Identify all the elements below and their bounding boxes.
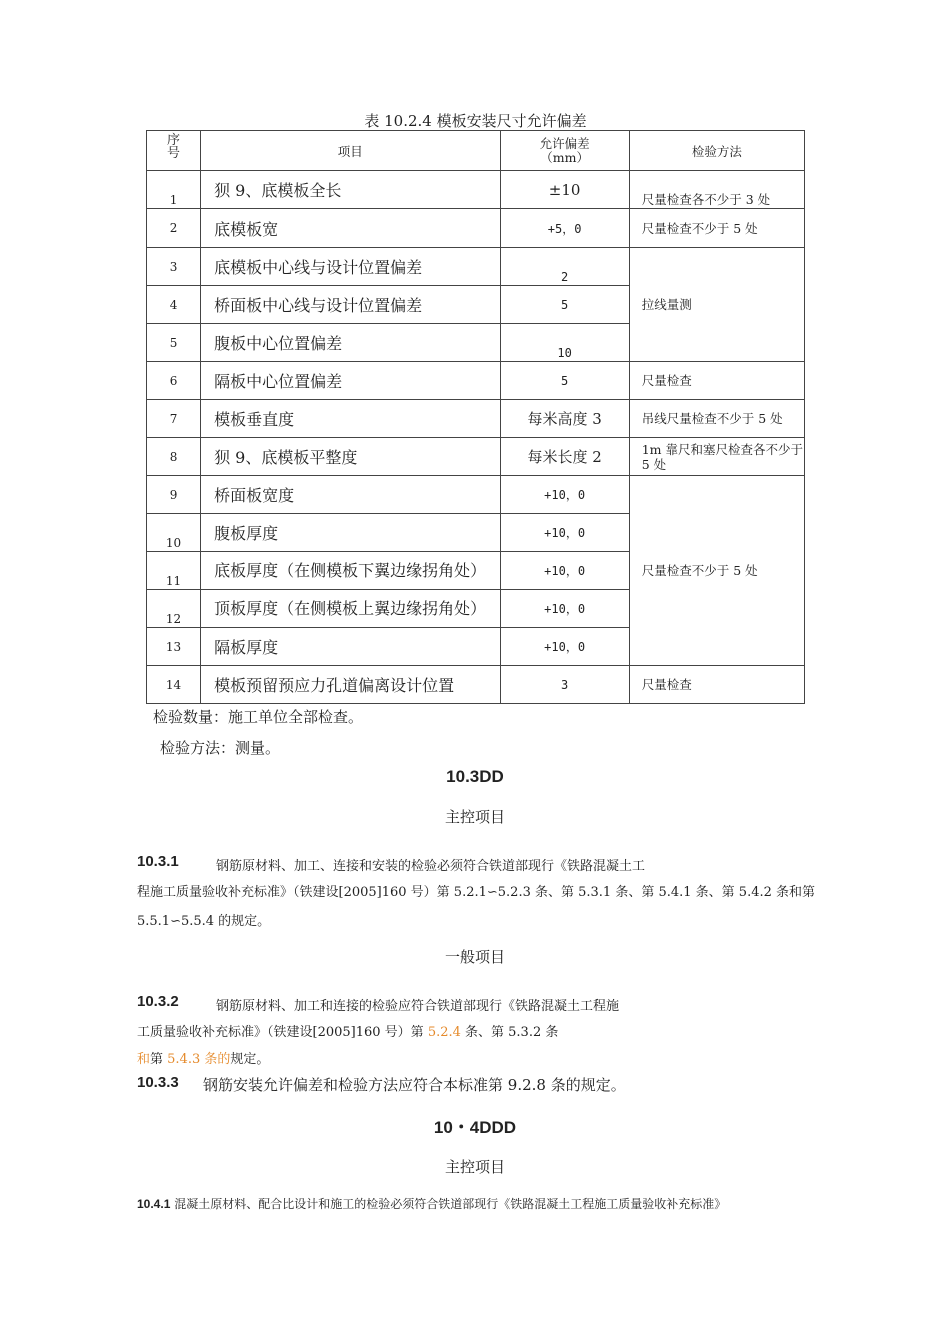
- row-method: 1m 靠尺和塞尺检查各不少于 5 处: [629, 438, 804, 476]
- inspection-quantity: 检验数量：施工单位全部检查。: [153, 708, 364, 726]
- row-item: 狈 9、底模板全长: [201, 171, 500, 209]
- table-row: [147, 438, 805, 476]
- table-row: [147, 476, 805, 514]
- row-item: 顶板厚度（在侧模板上翼边缘拐角处）: [201, 590, 500, 628]
- clause-number-10-3-3: 10.3.3: [137, 1074, 179, 1091]
- row-tolerance: +10，0: [500, 628, 629, 666]
- row-tolerance: +10，0: [500, 590, 629, 628]
- clause-10-3-1-line3: 5.5.1∽5.5.4 的规定。: [137, 914, 271, 929]
- row-item: 腹板中心位置偏差: [201, 324, 500, 362]
- row-tolerance: 5: [500, 286, 629, 324]
- header-tolerance: 允许偏差（mm）: [500, 131, 629, 171]
- row-tolerance: 5: [500, 362, 629, 400]
- section-heading-10-3: 10.3DD: [446, 767, 504, 786]
- table-row: [147, 362, 805, 400]
- row-tolerance: 每米高度 3: [500, 400, 629, 438]
- clause-10-3-1-line2: 程施工质量验收补充标准》（铁建设[2005]160 号）第 5.2.1∽5.2.3 条、第 5.3.1 条、第 5.4.1 条、第 5.4.2 条和第: [137, 885, 816, 900]
- row-tolerance: ±10: [500, 171, 629, 209]
- row-tolerance: 2: [500, 248, 629, 286]
- row-no: 7: [147, 400, 201, 438]
- row-tolerance: +10，0: [500, 476, 629, 514]
- row-item: 底模板宽: [201, 209, 500, 248]
- text-run: 和: [137, 1052, 151, 1067]
- clause-10-3-2-line1: 钢筋原材料、加工和连接的检验应符合铁道部现行《铁路混凝土工程施: [216, 999, 620, 1014]
- row-item: 隔板厚度: [201, 628, 500, 666]
- row-no: 6: [147, 362, 201, 400]
- text-run: 工质量验收补充标准》（铁建设[2005]160 号）第: [137, 1025, 428, 1040]
- row-item: 模板垂直度: [201, 400, 500, 438]
- row-no: 3: [147, 248, 201, 286]
- clause-number-10-3-1: 10.3.1: [137, 853, 179, 870]
- main-items-heading: 主控项目: [444, 808, 505, 826]
- table-row: [147, 209, 805, 248]
- row-no: 14: [147, 666, 201, 704]
- row-method-merged: 尺量检查不少于 5 处: [629, 476, 804, 666]
- row-no: 10: [147, 514, 201, 552]
- row-tolerance: +10，0: [500, 514, 629, 552]
- row-item: 底板厚度（在侧模板下翼边缘拐角处）: [201, 552, 500, 590]
- clause-number-10-4-1: 10.4.1: [137, 1197, 171, 1211]
- row-tolerance: +10，0: [500, 552, 629, 590]
- row-no: 9: [147, 476, 201, 514]
- row-method: 尺量检查: [629, 666, 804, 704]
- row-tolerance: 3: [500, 666, 629, 704]
- row-item: 桥面板宽度: [201, 476, 500, 514]
- table-row: [147, 400, 805, 438]
- row-method: 尺量检查不少于 5 处: [629, 209, 804, 248]
- text-run: 第: [150, 1052, 168, 1067]
- clause-10-3-2-line2: [137, 1021, 558, 1040]
- row-item: 隔板中心位置偏差: [201, 362, 500, 400]
- table-caption: 表 10.2.4 模板安装尺寸允许偏差: [364, 112, 587, 130]
- clause-10-4-1: [137, 1195, 726, 1212]
- table-row: [147, 666, 805, 704]
- header-no: 序号: [147, 131, 201, 171]
- table-row: [147, 248, 805, 286]
- section-heading-10-4: 10・4DDD: [433, 1118, 517, 1137]
- row-item: 腹板厚度: [201, 514, 500, 552]
- row-no: 13: [147, 628, 201, 666]
- tolerance-table: [146, 130, 805, 704]
- table-row: [147, 171, 805, 209]
- row-method-merged: 拉线量测: [629, 248, 804, 362]
- text-run: 条、第 5.3.2 条: [460, 1025, 559, 1040]
- row-item: 模板预留预应力孔道偏离设计位置: [201, 666, 500, 704]
- row-method: 尺量检查: [629, 362, 804, 400]
- inspection-method: 检验方法：测量。: [160, 739, 281, 757]
- row-no: 1: [147, 171, 201, 209]
- row-no: 5: [147, 324, 201, 362]
- row-tolerance: 10: [500, 324, 629, 362]
- header-method: 检验方法: [629, 131, 804, 171]
- clause-link-5-2-4[interactable]: 5.2.4: [427, 1025, 461, 1040]
- main-items-heading: 主控项目: [444, 1158, 505, 1176]
- clause-10-3-1-line1: 钢筋原材料、加工、连接和安装的检验必须符合铁道部现行《铁路混凝土工: [216, 859, 646, 874]
- row-no: 4: [147, 286, 201, 324]
- row-no: 2: [147, 209, 201, 248]
- general-items-heading: 一般项目: [444, 948, 505, 966]
- row-no: 12: [147, 590, 201, 628]
- clause-10-4-1-text: 混凝土原材料、配合比设计和施工的检验必须符合铁道部现行《铁路混凝土工程施工质量验收补充标准》: [174, 1197, 727, 1211]
- row-no: 11: [147, 552, 201, 590]
- text-run: 规定。: [230, 1052, 270, 1067]
- header-item: 项目: [201, 131, 500, 171]
- clause-10-3-3-text: 钢筋安装允许偏差和检验方法应符合本标准第 9.2.8 条的规定。: [203, 1076, 626, 1094]
- row-method: 尺量检查各不少于 3 处: [629, 171, 804, 209]
- row-method: 吊线尺量检查不少于 5 处: [629, 400, 804, 438]
- clause-number-10-3-2: 10.3.2: [137, 993, 179, 1010]
- table-header-row: [147, 131, 805, 171]
- row-no: 8: [147, 438, 201, 476]
- row-item: 底模板中心线与设计位置偏差: [201, 248, 500, 286]
- clause-10-3-2-line3: [137, 1048, 269, 1067]
- row-item: 桥面板中心线与设计位置偏差: [201, 286, 500, 324]
- row-tolerance: +5，0: [500, 209, 629, 248]
- row-item: 狈 9、底模板平整度: [201, 438, 500, 476]
- clause-link-5-4-3[interactable]: 5.4.3 条的: [167, 1052, 231, 1067]
- row-tolerance: 每米长度 2: [500, 438, 629, 476]
